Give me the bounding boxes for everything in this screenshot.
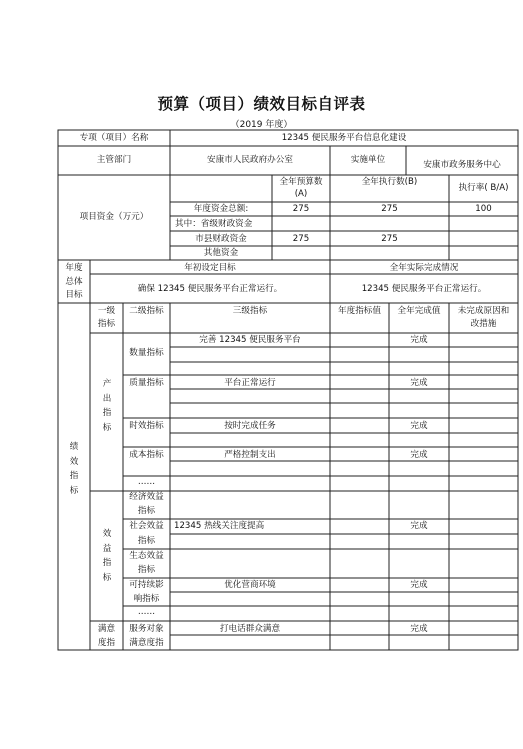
sustainable-done: 完成 (410, 580, 428, 590)
dept-label: 主管部门 (96, 155, 132, 165)
satisfaction-level2-line1: 服务对象 (129, 624, 164, 634)
col-budget-line2: (A) (294, 189, 308, 199)
funds-row-other-label: 其他资金 (203, 248, 239, 258)
quality-done: 完成 (410, 378, 428, 388)
col-level2: 二级指标 (129, 306, 164, 316)
social-level2-line1: 社会效益 (129, 521, 164, 531)
quality-level3: 平台正常运行 (224, 378, 276, 388)
project-name-value: 12345 便民服务平台信息化建设 (281, 133, 407, 143)
funds-row-total-rate: 100 (475, 204, 492, 214)
dept-value: 安康市人民政府办公室 (207, 155, 293, 165)
economic-level2-line1: 经济效益 (129, 492, 164, 502)
funds-row-city-budget: 275 (292, 234, 310, 244)
actual-goal-header: 全年实际完成情况 (389, 263, 459, 273)
timeliness-done: 完成 (410, 421, 428, 431)
document-year: （2019 年度） (230, 120, 293, 130)
economic-level2-line2: 指标 (137, 506, 156, 516)
goals-label-2: 总体 (65, 277, 83, 287)
sustainable-level2-line1: 可持续影 (129, 580, 164, 590)
satisfaction-done: 完成 (410, 624, 428, 634)
quality-level2: 质量指标 (129, 378, 164, 388)
timeliness-level2: 时效指标 (129, 421, 164, 431)
satisfaction-level2-line2: 满意度指 (129, 638, 164, 648)
planned-goal-header: 年初设定目标 (184, 263, 236, 273)
social-level2-line2: 指标 (137, 536, 156, 546)
goals-label-3: 目标 (65, 290, 83, 300)
col-exec: 全年执行数(B) (361, 177, 418, 187)
timeliness-level3: 按时完成任务 (224, 421, 276, 431)
satisfaction-label-line2: 度指 (97, 638, 116, 648)
funds-row-total-exec: 275 (381, 204, 398, 214)
sustainable-level3: 优化营商环境 (224, 580, 276, 590)
quantity-done: 完成 (410, 335, 428, 345)
quantity-level3: 完善 12345 便民服务平台 (199, 335, 301, 345)
col-target: 年度指标值 (338, 306, 381, 316)
col-level1-line1: 一级 (97, 306, 116, 316)
cost-level2: 成本指标 (129, 450, 164, 460)
col-done: 全年完成值 (397, 306, 441, 316)
sustainable-level2-line2: 响指标 (133, 594, 160, 604)
indicators-section-label: 绩效指标 (69, 442, 79, 496)
col-budget-line1: 全年预算数 (279, 177, 323, 187)
planned-goal: 确保 12345 便民服务平台正常运行。 (137, 284, 283, 294)
funds-row-city-label: 市县财政资金 (195, 234, 247, 244)
funds-section-label: 项目资金（万元） (79, 212, 149, 222)
col-level3: 三级指标 (232, 306, 268, 316)
cost-done: 完成 (410, 450, 428, 460)
ecological-level2-line1: 生态效益 (129, 551, 164, 561)
impl-label: 实施单位 (350, 155, 386, 165)
document-title: 预算（项目）绩效目标自评表 (157, 95, 366, 113)
benefit-indicator-label: 效益指标 (102, 529, 112, 583)
actual-goal: 12345 便民服务平台正常运行。 (361, 284, 487, 294)
funds-row-total-budget: 275 (292, 204, 310, 214)
cost-level3: 严格控制支出 (224, 450, 276, 460)
funds-row-city-exec: 275 (381, 234, 398, 244)
goals-label-1: 年度 (65, 263, 83, 273)
benefit-more: …… (137, 607, 156, 617)
satisfaction-level3: 打电话群众满意 (219, 624, 281, 634)
satisfaction-label-line1: 满意 (97, 624, 116, 634)
impl-value: 安康市政务服务中心 (423, 160, 501, 170)
output-indicator-label: 产出指标 (102, 379, 112, 433)
col-reason-line1: 未完成原因和 (457, 306, 510, 316)
project-name-label: 专项（项目）名称 (79, 133, 149, 143)
social-level3: 12345 热线关注度提高 (174, 521, 265, 531)
col-reason-line2: 改措施 (470, 319, 497, 329)
col-rate: 执行率( B/A) (458, 183, 509, 193)
funds-row-province-label: 其中：省级财政资金 (175, 219, 253, 229)
ecological-level2-line2: 指标 (137, 565, 156, 575)
col-level1-line2: 指标 (97, 319, 116, 329)
funds-row-total-label: 年度资金总额: (193, 204, 249, 214)
quantity-level2: 数量指标 (129, 348, 164, 358)
social-done: 完成 (410, 521, 428, 531)
output-more: …… (137, 477, 156, 487)
